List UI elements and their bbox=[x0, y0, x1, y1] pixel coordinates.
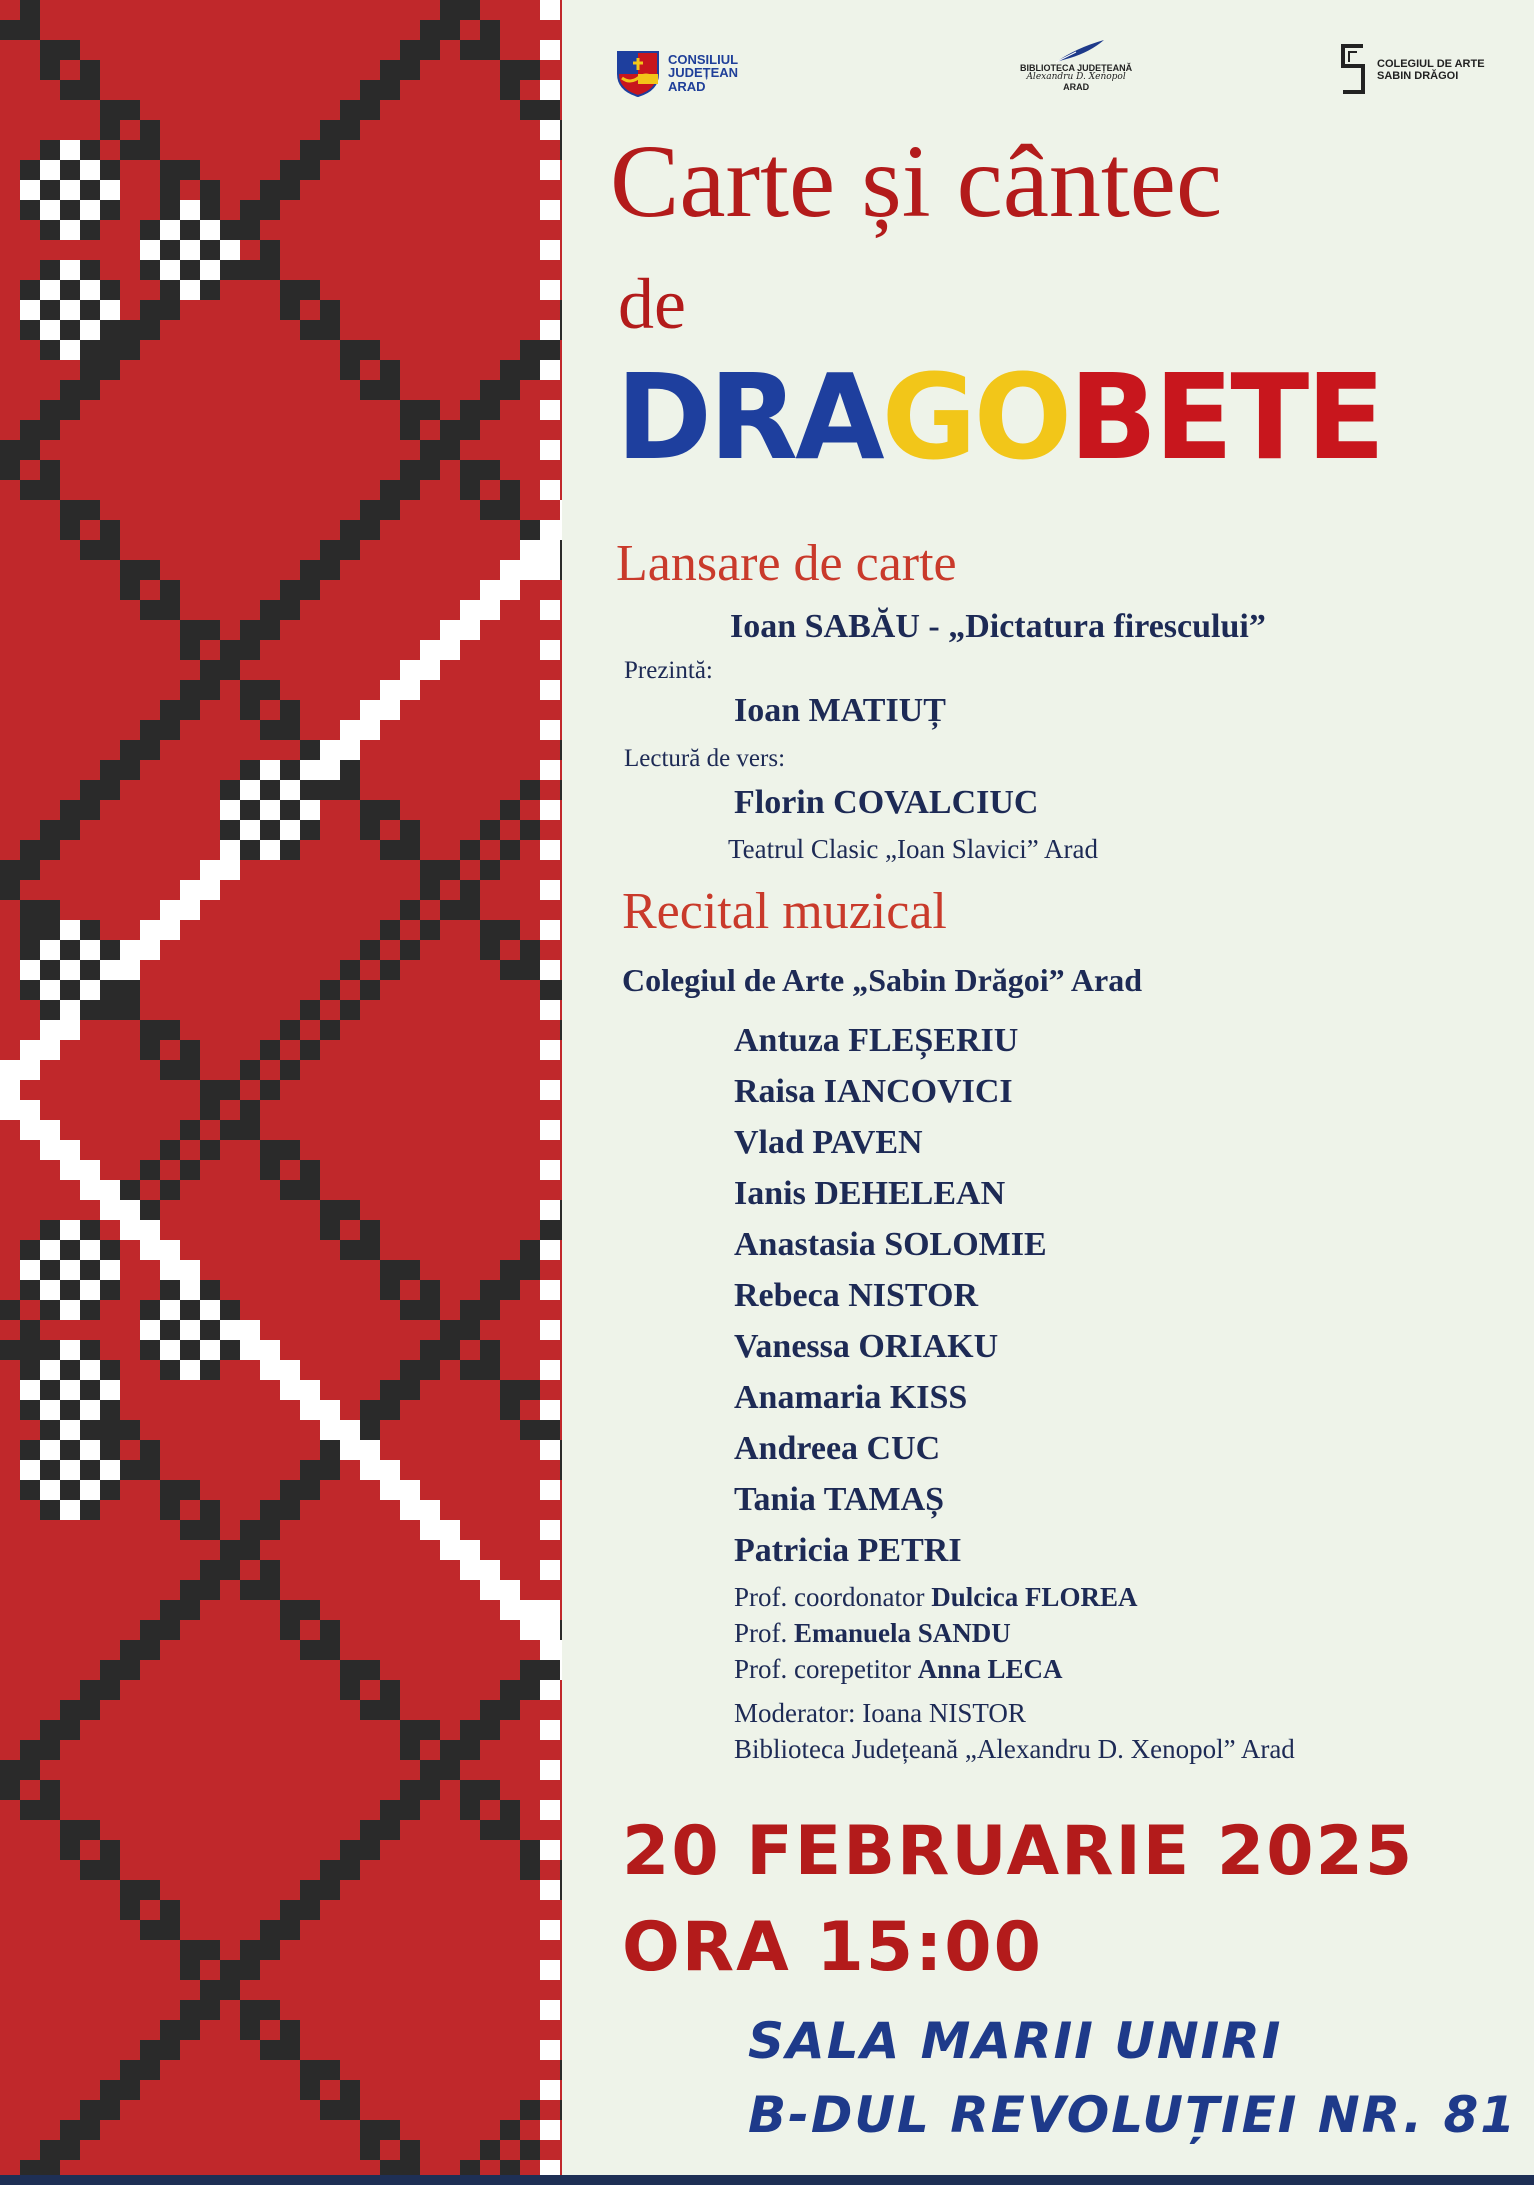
library-logo bbox=[1020, 38, 1132, 92]
county-council-logo bbox=[616, 48, 758, 98]
performer-name: Ianis DEHELEAN bbox=[734, 1175, 1006, 1212]
moderator: Moderator: Ioana NISTOR bbox=[734, 1698, 1026, 1728]
title-line-2: de bbox=[618, 264, 686, 344]
performer-name: Andreea CUC bbox=[734, 1430, 941, 1467]
arts-college-logo bbox=[1337, 42, 1487, 100]
library-logo-script: Alexandru D. Xenopol bbox=[1026, 72, 1126, 83]
title-dragobete-part-blue: DRA bbox=[616, 348, 882, 486]
arts-college-emblem-icon bbox=[1337, 42, 1369, 100]
teacher-role: Prof. corepetitor bbox=[734, 1654, 918, 1684]
event-time: ORA 15:00 bbox=[622, 1908, 1043, 1987]
library-logo-city: ARAD bbox=[1063, 81, 1090, 92]
event-address: B-DUL REVOLUȚIEI NR. 81 bbox=[748, 2086, 1518, 2144]
performer-name: Antuza FLEȘERIU bbox=[734, 1022, 1019, 1059]
embroidery-pattern-panel bbox=[0, 0, 562, 2185]
teacher-name: Dulcica FLOREA bbox=[931, 1582, 1138, 1612]
library-logo-text: BIBLIOTECA JUDEȚEANĂ bbox=[1020, 63, 1133, 73]
reading-label: Lectură de vers: bbox=[624, 745, 786, 772]
coat-of-arms-icon bbox=[616, 48, 660, 98]
bottom-border bbox=[0, 2175, 1534, 2185]
reader-affiliation: Teatrul Clasic „Ioan Slavici” Arad bbox=[728, 834, 1098, 864]
teacher-name: Anna LECA bbox=[917, 1654, 1063, 1684]
teacher-prof bbox=[734, 1620, 1011, 1647]
book-launch-heading: Lansare de carte bbox=[616, 535, 957, 592]
teacher-role: Prof. coordonator bbox=[734, 1582, 932, 1612]
teacher-coordinator bbox=[734, 1584, 1137, 1611]
performer-name: Anamaria KISS bbox=[734, 1379, 968, 1416]
performer-name: Vlad PAVEN bbox=[734, 1124, 923, 1161]
performer-name: Rebeca NISTOR bbox=[734, 1277, 978, 1314]
arts-college-logo-text: COLEGIUL DE ARTE SABIN DRĂGOI bbox=[1377, 58, 1485, 82]
presenter-name: Ioan MATIUȚ bbox=[734, 692, 946, 729]
book-title: Ioan SABĂU - „Dictatura firescului” bbox=[730, 608, 1266, 645]
event-date: 20 FEBRUARIE 2025 bbox=[622, 1812, 1415, 1891]
county-council-logo-text: CONSILIUL JUDEȚEAN ARAD bbox=[668, 51, 739, 94]
poster-content bbox=[562, 0, 1534, 2185]
teacher-name: Emanuela SANDU bbox=[794, 1618, 1011, 1648]
reader-name: Florin COVALCIUC bbox=[734, 784, 1039, 821]
recital-school: Colegiul de Arte „Sabin Drăgoi” Arad bbox=[622, 962, 1143, 998]
quill-icon bbox=[1046, 38, 1106, 64]
performer-name: Vanessa ORIAKU bbox=[734, 1328, 999, 1365]
moderator-affiliation: Biblioteca Județeană „Alexandru D. Xenopol” Arad bbox=[734, 1734, 1295, 1764]
embroidery-pattern-image bbox=[0, 0, 562, 2185]
teacher-role: Prof. bbox=[734, 1618, 794, 1648]
performer-name: Anastasia SOLOMIE bbox=[734, 1226, 1047, 1263]
title-dragobete-part-red: BETE bbox=[1069, 348, 1383, 486]
recital-heading: Recital muzical bbox=[622, 883, 947, 940]
title-line-1: Carte și cântec bbox=[610, 124, 1223, 239]
teacher-accompanist bbox=[734, 1656, 1062, 1683]
performer-name: Tania TAMAȘ bbox=[734, 1481, 945, 1518]
presents-label: Prezintă: bbox=[624, 657, 713, 684]
title-dragobete bbox=[616, 348, 1383, 486]
event-venue: SALA MARII UNIRI bbox=[748, 2012, 1283, 2070]
performer-name: Raisa IANCOVICI bbox=[734, 1073, 1013, 1110]
title-dragobete-part-yellow: GO bbox=[881, 348, 1070, 486]
performer-name: Patricia PETRI bbox=[734, 1532, 962, 1569]
